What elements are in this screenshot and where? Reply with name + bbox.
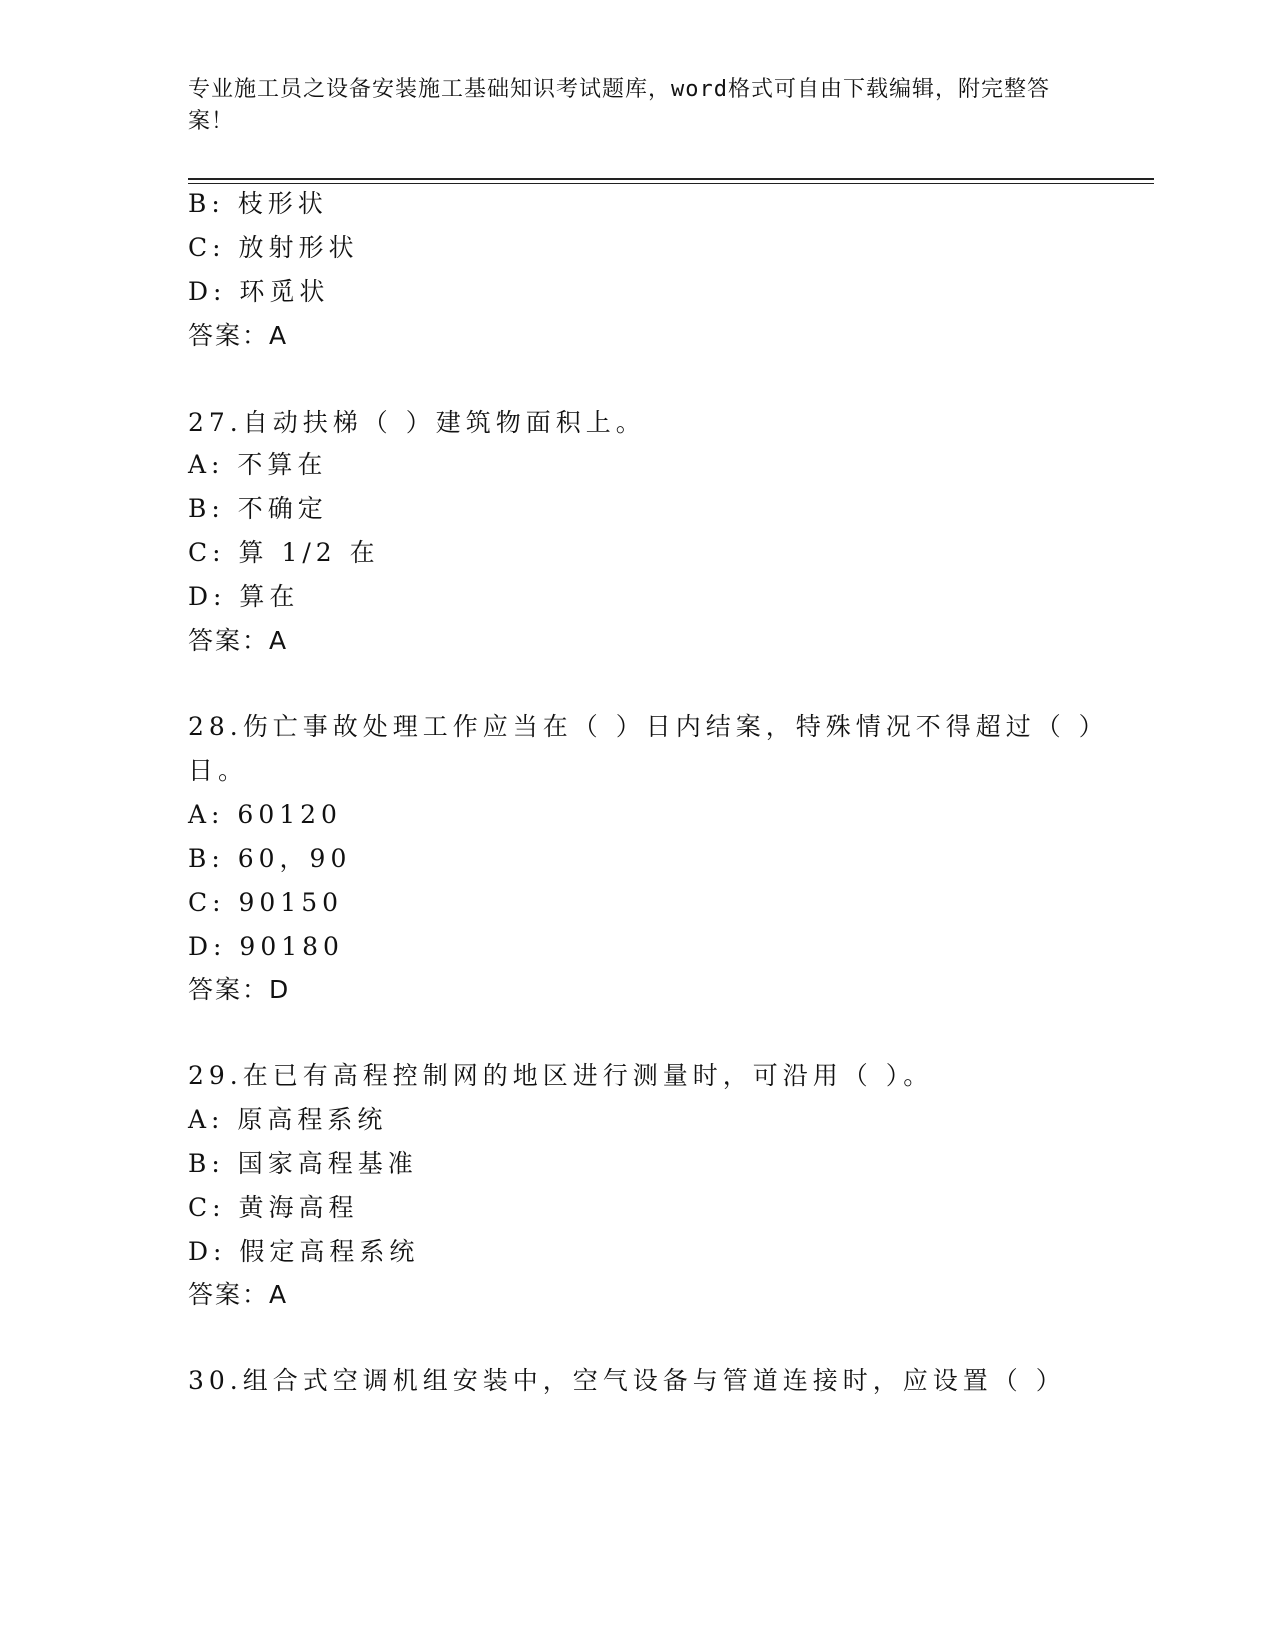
header-divider-thin xyxy=(188,183,1154,184)
q26-option-d: D: 环觅状 xyxy=(188,277,330,306)
q28-option-a: A: 60120 xyxy=(188,800,342,829)
q27-stem: 27.自动扶梯（ ）建筑物面积上。 xyxy=(188,408,646,437)
q28-option-c: C: 90150 xyxy=(188,888,344,917)
q27-option-d: D: 算在 xyxy=(188,582,300,611)
q28-option-b: B: 60，90 xyxy=(188,844,352,873)
q27-option-c: C: 算 1/2 在 xyxy=(188,538,380,567)
header-divider-thick xyxy=(188,178,1154,180)
q28-stem-line1: 28.伤亡事故处理工作应当在（ ）日内结案，特殊情况不得超过（ ） xyxy=(188,712,1109,741)
q26-option-b: B: 枝形状 xyxy=(188,189,328,218)
q29-option-a: A: 原高程系统 xyxy=(188,1105,388,1134)
q26-option-c: C: 放射形状 xyxy=(188,233,359,262)
q28-stem-line2: 日。 xyxy=(188,756,249,785)
q28-option-d: D: 90180 xyxy=(188,932,344,961)
q28-answer: 答案：D xyxy=(188,975,291,1004)
q29-option-b: B: 国家高程基准 xyxy=(188,1149,418,1178)
document-header: 专业施工员之设备安装施工基础知识考试题库，word格式可自由下载编辑，附完整答案！ xyxy=(188,77,1050,134)
q27-option-b: B: 不确定 xyxy=(188,494,328,523)
q27-answer: 答案：A xyxy=(188,626,289,655)
q29-option-d: D: 假定高程系统 xyxy=(188,1237,420,1266)
q27-option-a: A: 不算在 xyxy=(188,450,328,479)
q26-answer: 答案：A xyxy=(188,321,289,350)
q29-option-c: C: 黄海高程 xyxy=(188,1193,359,1222)
q30-stem: 30.组合式空调机组安装中，空气设备与管道连接时，应设置（ ） xyxy=(188,1366,1066,1395)
q29-stem: 29.在已有高程控制网的地区进行测量时，可沿用（ ）。 xyxy=(188,1061,934,1090)
q29-answer: 答案：A xyxy=(188,1280,289,1309)
